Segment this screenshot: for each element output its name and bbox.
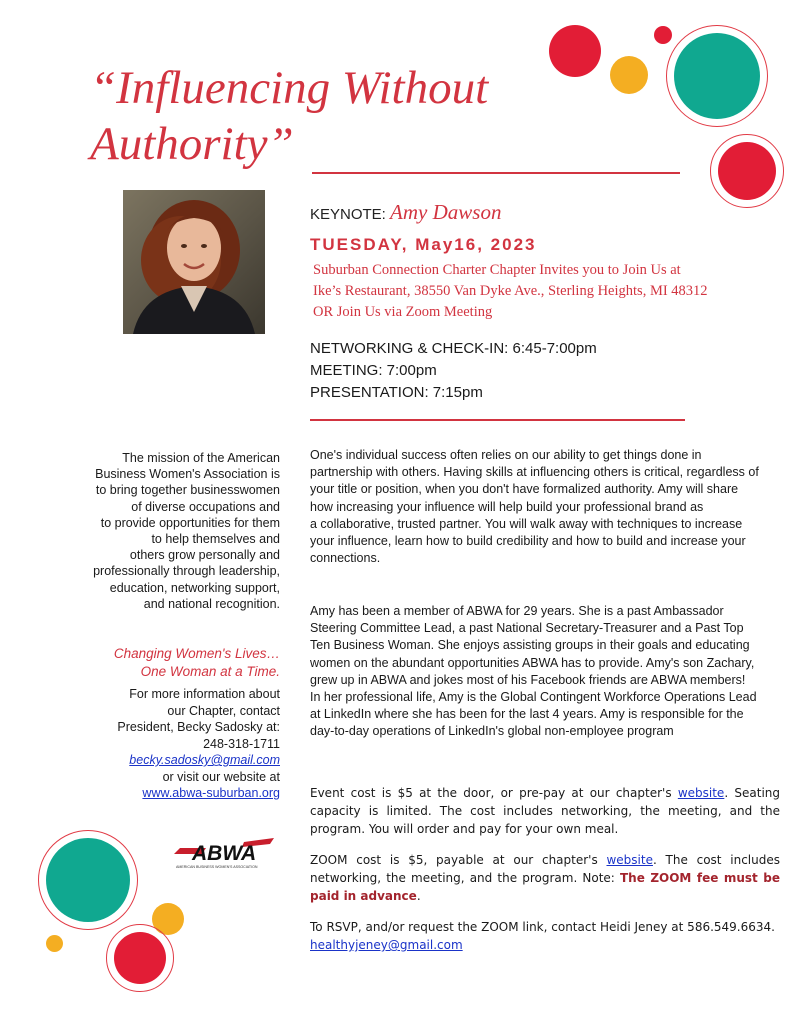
zoom-cost-text: ZOOM cost is $5, payable at our chapter's	[310, 853, 607, 867]
mission-line: Business Women's Association is	[95, 467, 280, 482]
paragraph-line: day-to-day operations of LinkedIn's global non-employee program	[310, 724, 674, 739]
schedule	[310, 338, 597, 404]
zoom-cost-paragraph	[310, 851, 780, 905]
contact-line: our Chapter, contact	[167, 703, 280, 718]
keynote-speaker-name: Amy Dawson	[390, 200, 502, 224]
event-title-line1: “Influencing Without	[90, 62, 489, 114]
speaker-photo	[123, 190, 265, 334]
abwa-logo	[172, 834, 277, 874]
speaker-bio	[310, 603, 760, 741]
zoom-cost-text-middle: . The cost includes networking, the meeting, and the program. Note:	[310, 853, 780, 885]
keynote-label: KEYNOTE:	[310, 206, 391, 223]
mission-statement	[85, 450, 280, 612]
paragraph-line: connections.	[310, 551, 381, 566]
contact-line: President, Becky Sadosky at:	[117, 720, 280, 734]
title-divider	[312, 172, 680, 174]
keynote-line	[310, 200, 501, 225]
mission-line: The mission of the American	[122, 451, 280, 465]
cost-section	[310, 784, 780, 967]
mission-line: education, networking support,	[109, 580, 280, 595]
rsvp-paragraph	[310, 918, 780, 954]
contact-info	[100, 686, 280, 802]
paragraph-line: how increasing your influence will help build your professional brand as	[310, 499, 704, 514]
decorative-ring-red-bottom	[106, 924, 174, 992]
motto-line: One Woman at a Time.	[140, 664, 280, 679]
event-title	[90, 60, 560, 172]
invite-line: OR Join Us via Zoom Meeting	[313, 304, 493, 320]
mission-line: to bring together businesswomen	[95, 483, 280, 498]
contact-email-link[interactable]: becky.sadosky@gmail.com	[129, 753, 280, 767]
event-cost-paragraph	[310, 784, 780, 838]
event-title-line2: Authority”	[90, 118, 294, 170]
mission-line: professionally through leadership,	[93, 564, 280, 579]
decorative-ring-teal	[666, 25, 768, 127]
invitation-text	[313, 260, 773, 323]
paragraph-line: In her professional life, Amy is the Global Contingent Workforce Operations Lead	[310, 690, 757, 705]
zoom-cost-text-end: .	[416, 889, 421, 903]
paragraph-line: at LinkedIn where she has been for the last 4 years. Amy is responsible for the	[310, 707, 744, 722]
mission-line: to provide opportunities for them	[100, 515, 280, 530]
event-cost-text-end: . Seating capacity is limited. The cost includes networking, the meeting, and the program. You will order and pay for your own meal.	[310, 786, 780, 836]
speaker-portrait-image	[123, 190, 265, 334]
mission-line: and national recognition.	[143, 596, 280, 611]
paragraph-line: a collaborative, trusted partner. You will walk away with techniques to increase	[310, 516, 743, 531]
schedule-presentation: PRESENTATION: 7:15pm	[310, 384, 483, 401]
decorative-circle-gold	[610, 56, 648, 94]
paragraph-line: Amy has been a member of ABWA for 29 years. She is a past Ambassador	[310, 604, 724, 618]
motto-line: Changing Women's Lives…	[113, 646, 280, 661]
contact-phone: 248-318-1711	[203, 736, 280, 751]
rsvp-text: To RSVP, and/or request the ZOOM link, contact Heidi Jeney at 586.549.6634.	[310, 920, 775, 934]
abwa-logo-image	[172, 834, 277, 874]
mission-line: to help themselves and	[151, 532, 280, 547]
paragraph-line: Ten Business Woman. She enjoys assisting groups in their goals and educating	[310, 638, 750, 653]
rsvp-email-link[interactable]: healthyjeney@gmail.com	[310, 938, 463, 952]
paragraph-line: your influence, learn how to build credibility and how to build and increase your	[310, 534, 746, 549]
schedule-divider	[310, 419, 685, 421]
motto	[90, 645, 280, 681]
website-link[interactable]: www.abwa-suburban.org	[142, 786, 280, 800]
paragraph-line: women on the abundant opportunities ABWA has to provide. Amy's son Zachary,	[310, 655, 755, 670]
decorative-circle-red-small	[654, 26, 672, 44]
event-cost-text: Event cost is $5 at the door, or pre-pay at our chapter's	[310, 786, 678, 800]
visit-text: or visit our website at	[162, 769, 280, 784]
paragraph-line: grew up in ABWA and jokes most of his Facebook friends are ABWA members!	[310, 672, 746, 687]
contact-line: For more information about	[129, 687, 280, 701]
paragraph-line: One's individual success often relies on our ability to get things done in	[310, 448, 702, 462]
event-cost-website-link[interactable]: website	[677, 786, 725, 800]
event-date: TUESDAY, May16, 2023	[310, 235, 537, 254]
svg-text:ABWA: ABWA	[192, 842, 257, 865]
zoom-cost-website-link[interactable]: website	[606, 853, 653, 867]
mission-line: others grow personally and	[129, 548, 280, 563]
decorative-ring-red-right	[710, 134, 784, 208]
paragraph-line: Steering Committee Lead, a past National Secretary-Treasurer and a Past Top	[310, 621, 744, 636]
paragraph-line: your title or position, when you don't have formalized authority. Amy will share	[310, 482, 739, 497]
schedule-meeting: MEETING: 7:00pm	[310, 362, 437, 379]
paragraph-line: partnership with others. Having skills at influencing others is critical, regardless of	[310, 465, 759, 480]
mission-line: of diverse occupations and	[131, 499, 280, 514]
decorative-ring-teal-bottom	[38, 830, 138, 930]
session-description	[310, 447, 760, 567]
decorative-circle-gold-small	[46, 935, 63, 952]
schedule-networking: NETWORKING & CHECK-IN: 6:45-7:00pm	[310, 340, 597, 357]
invite-line: Ike’s Restaurant, 38550 Van Dyke Ave., Sterling Heights, MI 48312	[313, 283, 708, 299]
invite-line: Suburban Connection Charter Chapter Invites you to Join Us at	[313, 262, 681, 278]
svg-text:AMERICAN BUSINESS WOMEN'S ASSO: AMERICAN BUSINESS WOMEN'S ASSOCIATION	[176, 865, 258, 869]
zoom-fee-warning: The ZOOM fee must be paid in advance	[310, 871, 780, 903]
